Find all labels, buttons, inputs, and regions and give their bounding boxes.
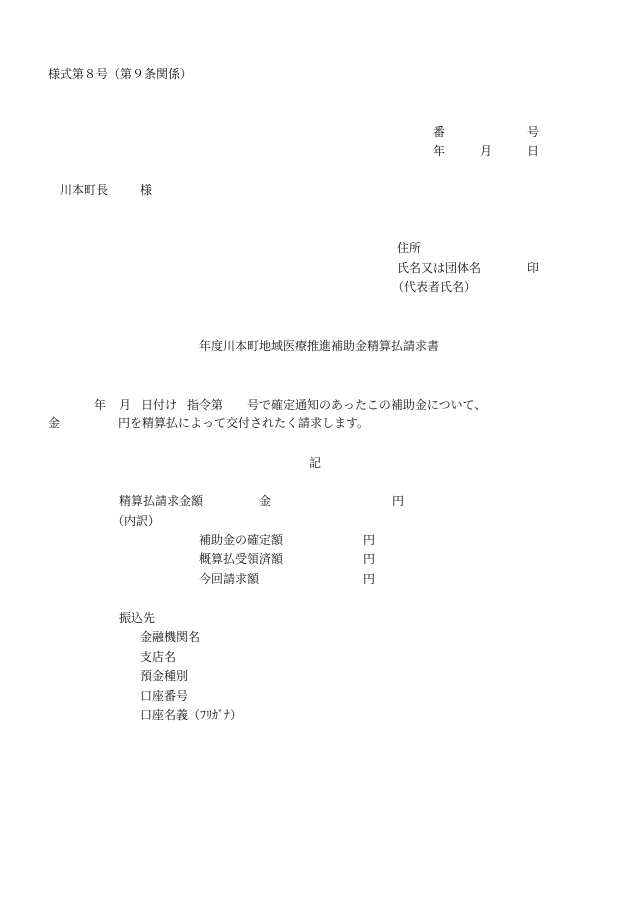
breakdown-item-yen: 円 [363, 572, 376, 586]
claim-amount-yen: 円 [392, 494, 405, 508]
addressee-honorific: 様 [140, 183, 153, 197]
claim-amount-label: 精算払請求金額 [119, 494, 204, 508]
breakdown-item-yen: 円 [363, 533, 376, 547]
body-line2: 円を精算払によって交付されたく請求します。 [118, 416, 370, 430]
number-suffix: 号 [527, 125, 540, 139]
applicant-name-label: 氏名又は団体名 [397, 261, 482, 275]
form-number: 様式第８号（第９条関係） [48, 67, 193, 81]
breakdown-label: （内訳） [112, 514, 161, 528]
bank-field-label: 金融機関名 [140, 630, 201, 644]
document-title: 年度川本町地域医療推進補助金精算払請求書 [199, 339, 440, 353]
date-year-label: 年 [433, 144, 446, 158]
body-year: 年 [94, 398, 107, 412]
date-month-label: 月 [480, 144, 493, 158]
body-amount-label: 金 [48, 416, 61, 430]
seal-mark: 印 [527, 261, 540, 275]
body-month: 月 [119, 398, 132, 412]
bank-heading: 振込先 [119, 611, 156, 625]
body-date-ref: 日付け [141, 398, 178, 412]
bank-field-label: 支店名 [140, 650, 177, 664]
bank-field-label: 口座名義（ﾌﾘｶﾞﾅ） [140, 708, 243, 722]
date-day-label: 日 [527, 144, 540, 158]
claim-amount-kin: 金 [259, 494, 272, 508]
applicant-address-label: 住所 [397, 241, 422, 255]
body-directive: 指令第 [187, 398, 224, 412]
breakdown-item-label: 補助金の確定額 [199, 533, 284, 547]
body-line1-rest: 号で確定通知のあったこの補助金について、 [247, 398, 487, 412]
number-label: 番 [433, 125, 446, 139]
breakdown-item-label: 概算払受領済額 [199, 552, 284, 566]
ki-heading: 記 [309, 456, 322, 470]
bank-field-label: 預金種別 [140, 669, 189, 683]
breakdown-item-label: 今回請求額 [199, 572, 260, 586]
addressee-name: 川本町長 [60, 183, 109, 197]
representative-label: （代表者氏名） [392, 280, 477, 294]
breakdown-item-yen: 円 [363, 552, 376, 566]
bank-field-label: 口座番号 [140, 689, 189, 703]
